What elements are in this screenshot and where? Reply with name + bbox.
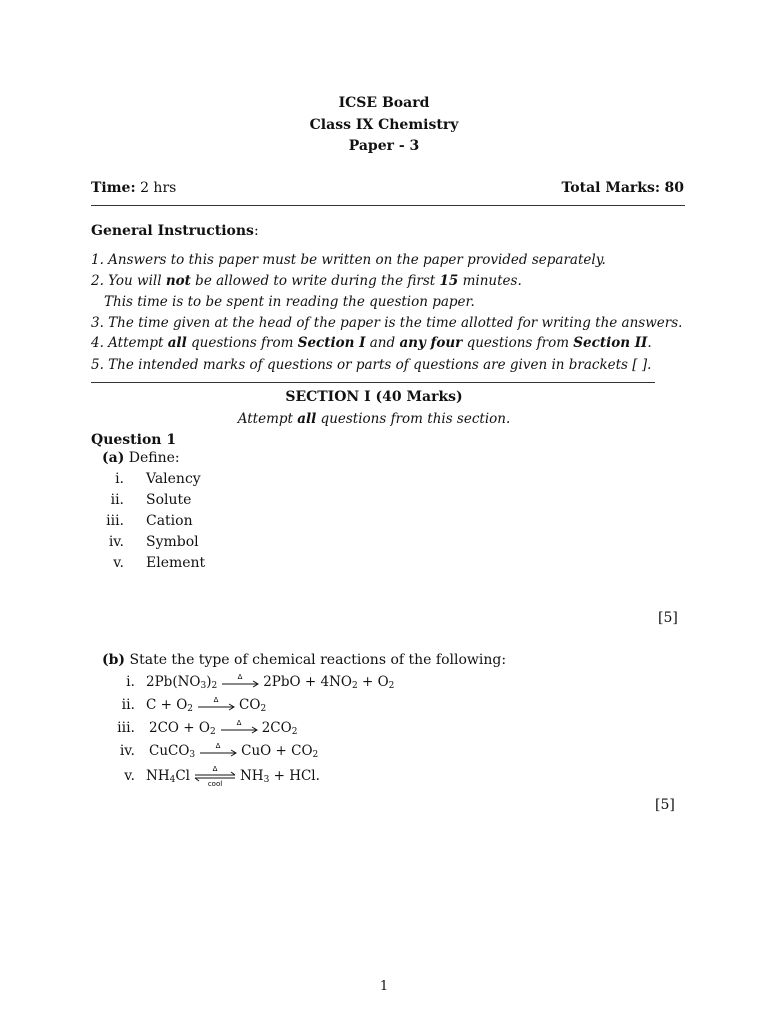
reaction-reactants: $2CO + O_2$ [149, 720, 216, 737]
reaction-arrow-icon [220, 718, 258, 736]
reaction-equation [149, 720, 297, 737]
reaction-item-num: v. [124, 768, 135, 784]
section-divider [91, 382, 655, 383]
instruction-2-continued: This time is to be spent in reading the question paper. [104, 294, 475, 310]
svg-text:Δ: Δ [213, 695, 219, 704]
class-title: Class IX Chemistry [309, 117, 459, 133]
reaction-products: CuO + $CO_2$ [241, 743, 319, 760]
instruction-5: 5. The intended marks of questions or parts of questions are given in brackets [ ]. [91, 357, 652, 373]
reaction-reactants: $2Pb(NO_3)_2$ [146, 674, 218, 691]
board-title: ICSE Board [338, 95, 430, 111]
reaction-item-num: i. [126, 674, 135, 690]
question-1b-prompt: (b) State the type of chemical reactions of the following: [102, 652, 507, 668]
define-item-num: i. [115, 471, 124, 487]
section-title: SECTION I (40 Marks) [285, 389, 463, 405]
reaction-arrow-icon [199, 741, 237, 759]
instructions-heading: General Instructions: [91, 223, 259, 239]
reaction-equation [146, 764, 320, 788]
header-divider [91, 205, 685, 206]
reaction-reactants: CuCO$_3$ [149, 743, 196, 760]
reversible-arrow-icon [194, 764, 236, 788]
reaction-products: $NH_3$ + HCl. [239, 768, 320, 785]
svg-text:Δ: Δ [212, 764, 218, 773]
reaction-item-num: iii. [117, 720, 135, 736]
define-item-num: ii. [110, 492, 124, 508]
define-item: Symbol [146, 534, 199, 550]
reaction-arrow-icon [221, 672, 259, 690]
paper-title: Paper - 3 [348, 138, 420, 154]
svg-text:cool: cool [207, 779, 223, 788]
instruction-1: 1. Answers to this paper must be written on the paper provided separately. [91, 252, 606, 268]
define-item-num: iii. [106, 513, 124, 529]
page-number: 1 [379, 979, 389, 994]
marks-label: Total Marks: [561, 180, 661, 196]
define-item-num: v. [113, 555, 124, 571]
time-info [91, 180, 176, 196]
instruction-2: 2. You will not be allowed to write during the first 15 minutes. [91, 273, 522, 289]
define-item: Element [146, 555, 206, 571]
reaction-reactants: $NH_4Cl$ [146, 768, 190, 785]
question-1a-marks: [5] [658, 610, 678, 626]
section-subtitle: Attempt all questions from this section. [237, 411, 511, 427]
reaction-item-num: iv. [119, 743, 135, 759]
reaction-item-num: ii. [121, 697, 135, 713]
marks-value: 80 [664, 180, 684, 196]
reaction-products: $2PbO + 4NO_2 + O_2$ [263, 674, 395, 691]
svg-text:Δ: Δ [237, 672, 243, 681]
time-label: Time: [91, 180, 136, 196]
marks-info [561, 180, 684, 196]
reaction-equation [149, 743, 318, 760]
reaction-arrow-icon [197, 695, 235, 713]
define-item-num: iv. [108, 534, 124, 550]
instruction-3: 3. The time given at the head of the paper is the time allotted for writing the answers. [91, 315, 683, 331]
reaction-products: $CO_2$ [239, 697, 267, 714]
svg-text:Δ: Δ [215, 741, 221, 750]
define-item: Cation [146, 513, 193, 529]
define-item: Valency [146, 471, 201, 487]
define-item: Solute [146, 492, 192, 508]
svg-text:Δ: Δ [236, 718, 242, 727]
reaction-products: $2CO_2$ [261, 720, 298, 737]
time-value: 2 hrs [140, 180, 177, 196]
reaction-reactants: $C + O_2$ [146, 697, 194, 714]
question-1b-marks: [5] [655, 797, 675, 813]
instruction-4: 4. Attempt all questions from Section I and any four questions from Section II. [91, 335, 652, 351]
reaction-equation [146, 697, 266, 714]
reaction-equation [146, 674, 394, 691]
question-1a-prompt: (a) Define: [102, 450, 180, 466]
question-1-title: Question 1 [91, 432, 177, 448]
